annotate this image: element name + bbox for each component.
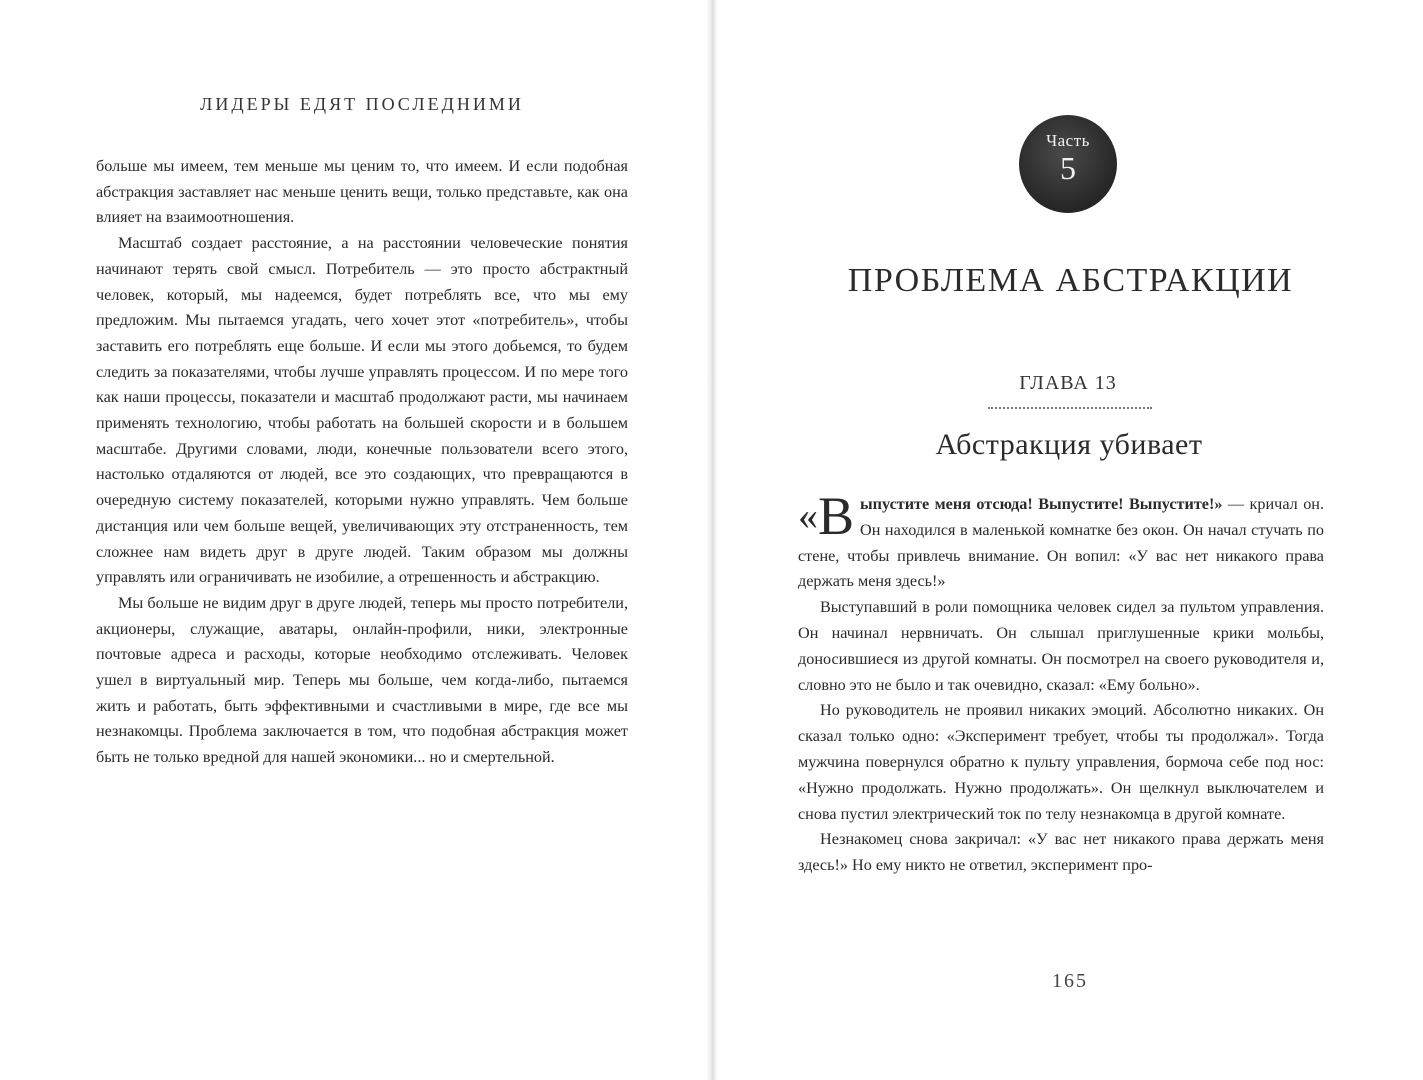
paragraph: Незнакомец снова закричал: «У вас нет никакого права держать меня здесь!» Но ему никто не ответил, эксперимент про- (798, 830, 1324, 875)
left-page (0, 0, 706, 1080)
left-page-body (96, 154, 628, 771)
right-page (718, 0, 1423, 1080)
book-gutter (706, 0, 718, 1080)
chapter-divider (988, 407, 1152, 409)
opening-text: — кричал он. Он находился в маленькой комнатке без окон. Он начал стучать по стене, чтобы привлечь внимание. Он вопил: «У вас нет никакого права держать меня здесь!» (798, 495, 1324, 591)
opening-bold-text: ыпустите меня отсюда! Выпустите! Выпустите!» (860, 495, 1223, 513)
paragraph: Мы больше не видим друг в друге людей, теперь мы просто потребители, акционеры, служащие, аватары, онлайн-профили, ники, электронные почтовые адреса и расходы, которые необходимо отслеживать. Человек ушел в виртуальный мир. Теперь мы больше, чем когда-либо, пытаемся жить и работать, быть эффективными и счастливыми в мире, где все мы незнакомцы. Проблема заключается в том, что подобная абстракция может быть не только вредной для нашей экономики... но и смертельной. (96, 593, 628, 767)
page-number: 165 (1052, 970, 1088, 992)
paragraph: больше мы имеем, тем меньше мы ценим то, что имеем. И если подобная абстракция заставляет нас меньше ценить вещи, только представьте, как она влияет на взаимоотношения. (96, 157, 628, 227)
paragraph: Масштаб создает расстояние, а на расстоянии человеческие понятия начинают терять свой смысл. Потребитель — это просто абстрактный человек, который, мы надеемся, будет потреблять все, что мы ему предложим. Мы пытаемся угадать, чего хочет этот «потребитель», чтобы заставить его потреблять еще больше. И если мы этого добьемся, то будем следить за показателями, чтобы лучше управлять процессом. И по мере того как наши процессы, показатели и масштаб продолжают расти, мы начинаем применять технологию, чтобы работать на большей скорости и в большем масштабе. Другими словами, люди, конечные пользователи всего этого, настолько отдаляются от людей, все это создающих, что превращаются в очередную систему показателей, которыми нужно управлять. Чем больше дистанция или чем больше вещей, увеличивающих эту отстраненность, тем сложнее нам видеть друг в друге людей. Таким образом мы должны управлять или ограничивать не изобилие, а отрешенность и абстракцию. (96, 234, 628, 587)
chapter-title: Абстракция убивает (935, 428, 1203, 461)
opening-paragraph (798, 486, 1324, 595)
part-title: ПРОБЛЕМА АБСТРАКЦИИ (847, 262, 1294, 299)
running-head: ЛИДЕРЫ ЕДЯТ ПОСЛЕДНИМИ (200, 94, 524, 114)
chapter-label: ГЛАВА 13 (1019, 372, 1117, 394)
paragraph: Выступавший в роли помощника человек сидел за пультом управления. Он начинал нервничать. Он слышал приглушенные крики мольбы, доносившиеся из другой комнаты. Он посмотрел на своего руководителя и, словно это не было и так очевидно, сказал: «Ему больно». (798, 598, 1324, 694)
right-page-body (798, 486, 1324, 879)
part-label: Часть (1046, 131, 1090, 150)
drop-cap-quote: « (798, 493, 818, 538)
paragraph: Но руководитель не проявил никаких эмоций. Абсолютно никаких. Он сказал только одно: «Эксперимент требует, чтобы ты продолжал». Тогда мужчина повернулся обратно к пульту управления, бормоча себе под нос: «Нужно продолжать. Нужно продолжать». Он щелкнул выключателем и снова пустил электрический ток по телу незнакомца в другой комнате. (798, 701, 1324, 823)
drop-cap (798, 486, 855, 546)
part-badge (1019, 115, 1117, 213)
part-number: 5 (1060, 150, 1076, 186)
drop-cap-letter: В (818, 486, 855, 546)
